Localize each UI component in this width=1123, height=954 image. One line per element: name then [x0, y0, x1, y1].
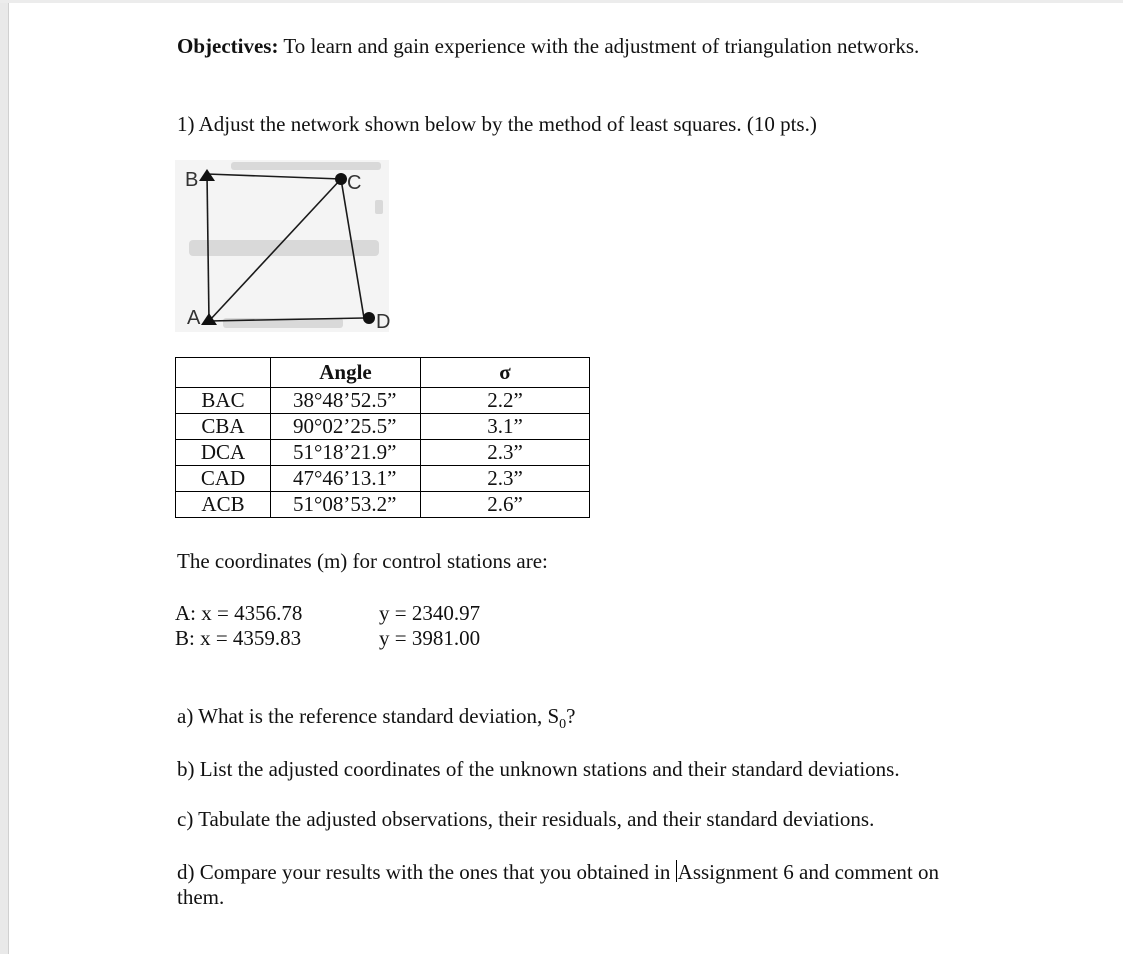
cell-sigma: 2.3”: [421, 440, 590, 466]
coordinates-intro: The coordinates (m) for control stations are:: [177, 549, 548, 573]
question-a-text: a) What is the reference standard deviation, S: [177, 704, 560, 728]
cell-angle-value: 38°48’52.5”: [271, 388, 421, 414]
table-row: [176, 388, 590, 414]
text-cursor: [676, 860, 677, 882]
network-diagram: [175, 160, 389, 332]
question-d[interactable]: [177, 860, 939, 884]
cell-angle-name: ACB: [176, 492, 271, 518]
question-d-continuation: them.: [177, 885, 225, 909]
coord-b-x: B: x = 4359.83: [175, 626, 302, 650]
question-c: c) Tabulate the adjusted observations, their residuals, and their standard deviations.: [177, 807, 875, 831]
cell-angle-name: BAC: [176, 388, 271, 414]
objectives-line: [177, 34, 919, 58]
cell-angle-name: CBA: [176, 414, 271, 440]
question-a-subscript: 0: [559, 717, 567, 733]
table-row: [176, 492, 590, 518]
cell-sigma: 2.6”: [421, 492, 590, 518]
cell-sigma: 2.3”: [421, 466, 590, 492]
header-sigma: σ: [421, 358, 590, 388]
table-row: [176, 466, 590, 492]
station-d-dot-icon: [363, 312, 375, 324]
left-window-edge: [0, 0, 9, 954]
cell-angle-value: 51°08’53.2”: [271, 492, 421, 518]
station-c-dot-icon: [335, 173, 347, 185]
question-d-part2: Assignment 6 and comment on: [677, 860, 939, 884]
coord-a-y: y = 2340.97: [379, 601, 481, 625]
angles-table: [175, 357, 590, 518]
cell-sigma: 3.1”: [421, 414, 590, 440]
table-row: [176, 440, 590, 466]
cell-angle-name: CAD: [176, 466, 271, 492]
cell-angle-value: 90°02’25.5”: [271, 414, 421, 440]
header-angle: Angle: [271, 358, 421, 388]
question-b: b) List the adjusted coordinates of the unknown stations and their standard deviations.: [177, 757, 900, 781]
table-header-row: [176, 358, 590, 388]
question-1: 1) Adjust the network shown below by the method of least squares. (10 pts.): [177, 112, 817, 136]
coord-a-x: A: x = 4356.78: [175, 601, 303, 625]
network-figure: [175, 160, 389, 332]
objectives-label: Objectives:: [177, 34, 279, 58]
table-row: [176, 414, 590, 440]
header-station: [176, 358, 271, 388]
coord-b-y: y = 3981.00: [379, 626, 481, 650]
question-a: [177, 704, 575, 737]
label-b: B: [185, 169, 199, 191]
label-d: D: [376, 311, 391, 333]
question-a-end: ?: [566, 704, 576, 728]
cell-angle-value: 51°18’21.9”: [271, 440, 421, 466]
cell-angle-value: 47°46’13.1”: [271, 466, 421, 492]
document-page[interactable]: [9, 3, 1123, 954]
label-c: C: [347, 172, 362, 194]
cell-sigma: 2.2”: [421, 388, 590, 414]
objectives-text: To learn and gain experience with the adjustment of triangulation networks.: [283, 34, 920, 58]
cell-angle-name: DCA: [176, 440, 271, 466]
question-d-part1: d) Compare your results with the ones that you obtained in: [177, 860, 676, 884]
label-a: A: [187, 307, 201, 329]
